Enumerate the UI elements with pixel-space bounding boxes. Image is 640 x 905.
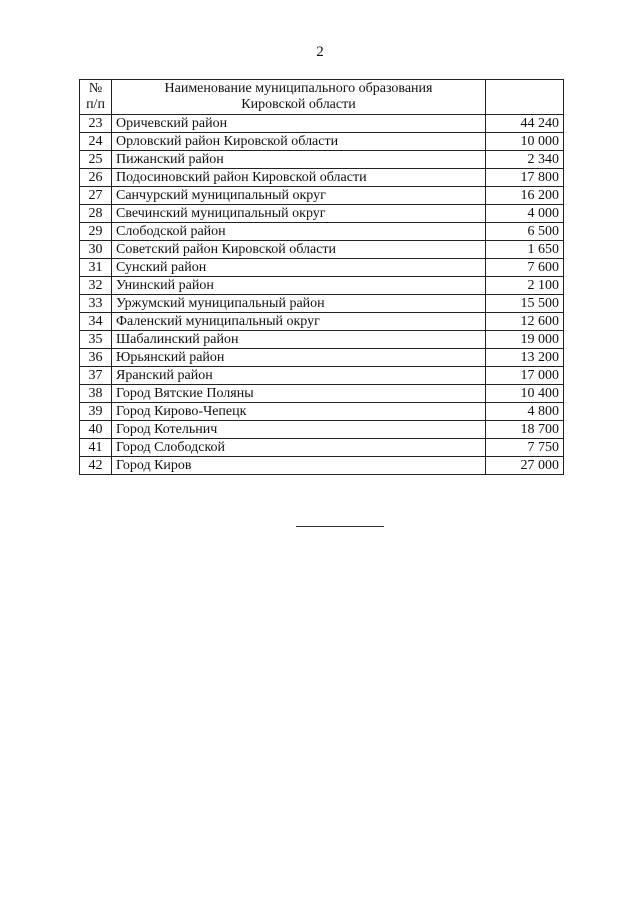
allocation-value: 16 200	[486, 187, 564, 205]
row-number: 34	[80, 313, 112, 331]
table-row	[80, 457, 564, 475]
allocation-value: 1 650	[486, 241, 564, 259]
municipality-name: Подосиновский район Кировской области	[112, 169, 486, 187]
table-row	[80, 349, 564, 367]
row-number: 26	[80, 169, 112, 187]
municipality-name: Унинский район	[112, 277, 486, 295]
row-number: 27	[80, 187, 112, 205]
row-number: 42	[80, 457, 112, 475]
allocation-value: 19 000	[486, 331, 564, 349]
header-number-line1: №	[88, 81, 103, 96]
allocation-value: 4 800	[486, 403, 564, 421]
table-header	[80, 80, 564, 115]
municipality-name: Город Котельнич	[112, 421, 486, 439]
allocation-value: 13 200	[486, 349, 564, 367]
municipality-name: Пижанский район	[112, 151, 486, 169]
allocation-value: 2 100	[486, 277, 564, 295]
header-name	[112, 80, 486, 115]
allocation-value: 17 000	[486, 367, 564, 385]
header-name-line1: Наименование муниципального образования	[164, 81, 433, 96]
table-row	[80, 367, 564, 385]
allocation-value: 17 800	[486, 169, 564, 187]
table-body	[80, 115, 564, 475]
table-row	[80, 259, 564, 277]
header-row	[80, 80, 564, 115]
municipality-name: Орловский район Кировской области	[112, 133, 486, 151]
row-number: 25	[80, 151, 112, 169]
row-number: 35	[80, 331, 112, 349]
table-row	[80, 115, 564, 133]
allocation-value: 2 340	[486, 151, 564, 169]
municipality-name: Санчурский муниципальный округ	[112, 187, 486, 205]
table-row	[80, 151, 564, 169]
page-number: 2	[316, 44, 324, 60]
table-row	[80, 421, 564, 439]
table-row	[80, 205, 564, 223]
row-number: 41	[80, 439, 112, 457]
row-number: 38	[80, 385, 112, 403]
table-row	[80, 133, 564, 151]
row-number: 33	[80, 295, 112, 313]
header-number-line2: п/п	[86, 97, 105, 112]
header-value	[486, 80, 564, 115]
table-row	[80, 385, 564, 403]
row-number: 29	[80, 223, 112, 241]
separator-line	[296, 526, 384, 527]
municipality-name: Фаленский муниципальный округ	[112, 313, 486, 331]
allocation-value: 18 700	[486, 421, 564, 439]
municipality-name: Город Киров	[112, 457, 486, 475]
municipality-name: Сунский район	[112, 259, 486, 277]
municipality-name: Яранский район	[112, 367, 486, 385]
allocation-value: 12 600	[486, 313, 564, 331]
allocation-value: 10 400	[486, 385, 564, 403]
allocation-value: 10 000	[486, 133, 564, 151]
allocation-value: 6 500	[486, 223, 564, 241]
municipality-name: Город Вятские Поляны	[112, 385, 486, 403]
row-number: 40	[80, 421, 112, 439]
row-number: 39	[80, 403, 112, 421]
table-row	[80, 439, 564, 457]
allocation-value: 7 600	[486, 259, 564, 277]
row-number: 30	[80, 241, 112, 259]
header-number	[80, 80, 112, 115]
allocation-value: 44 240	[486, 115, 564, 133]
municipality-name: Оричевский район	[112, 115, 486, 133]
table-row	[80, 241, 564, 259]
municipality-name: Город Кирово-Чепецк	[112, 403, 486, 421]
row-number: 32	[80, 277, 112, 295]
table-row	[80, 187, 564, 205]
row-number: 23	[80, 115, 112, 133]
allocation-value: 27 000	[486, 457, 564, 475]
row-number: 36	[80, 349, 112, 367]
municipality-table	[79, 79, 564, 475]
table-row	[80, 295, 564, 313]
table-row	[80, 277, 564, 295]
municipality-name: Советский район Кировской области	[112, 241, 486, 259]
municipality-name: Город Слободской	[112, 439, 486, 457]
municipality-name: Уржумский муниципальный район	[112, 295, 486, 313]
allocation-value: 7 750	[486, 439, 564, 457]
municipality-name: Шабалинский район	[112, 331, 486, 349]
table-row	[80, 313, 564, 331]
table-row	[80, 223, 564, 241]
allocation-value: 4 000	[486, 205, 564, 223]
allocation-value: 15 500	[486, 295, 564, 313]
table-row	[80, 403, 564, 421]
row-number: 31	[80, 259, 112, 277]
table-row	[80, 169, 564, 187]
municipality-name: Свечинский муниципальный округ	[112, 205, 486, 223]
row-number: 37	[80, 367, 112, 385]
municipality-name: Слободской район	[112, 223, 486, 241]
table-row	[80, 331, 564, 349]
municipality-name: Юрьянский район	[112, 349, 486, 367]
header-name-line2: Кировской области	[241, 97, 356, 112]
row-number: 24	[80, 133, 112, 151]
row-number: 28	[80, 205, 112, 223]
